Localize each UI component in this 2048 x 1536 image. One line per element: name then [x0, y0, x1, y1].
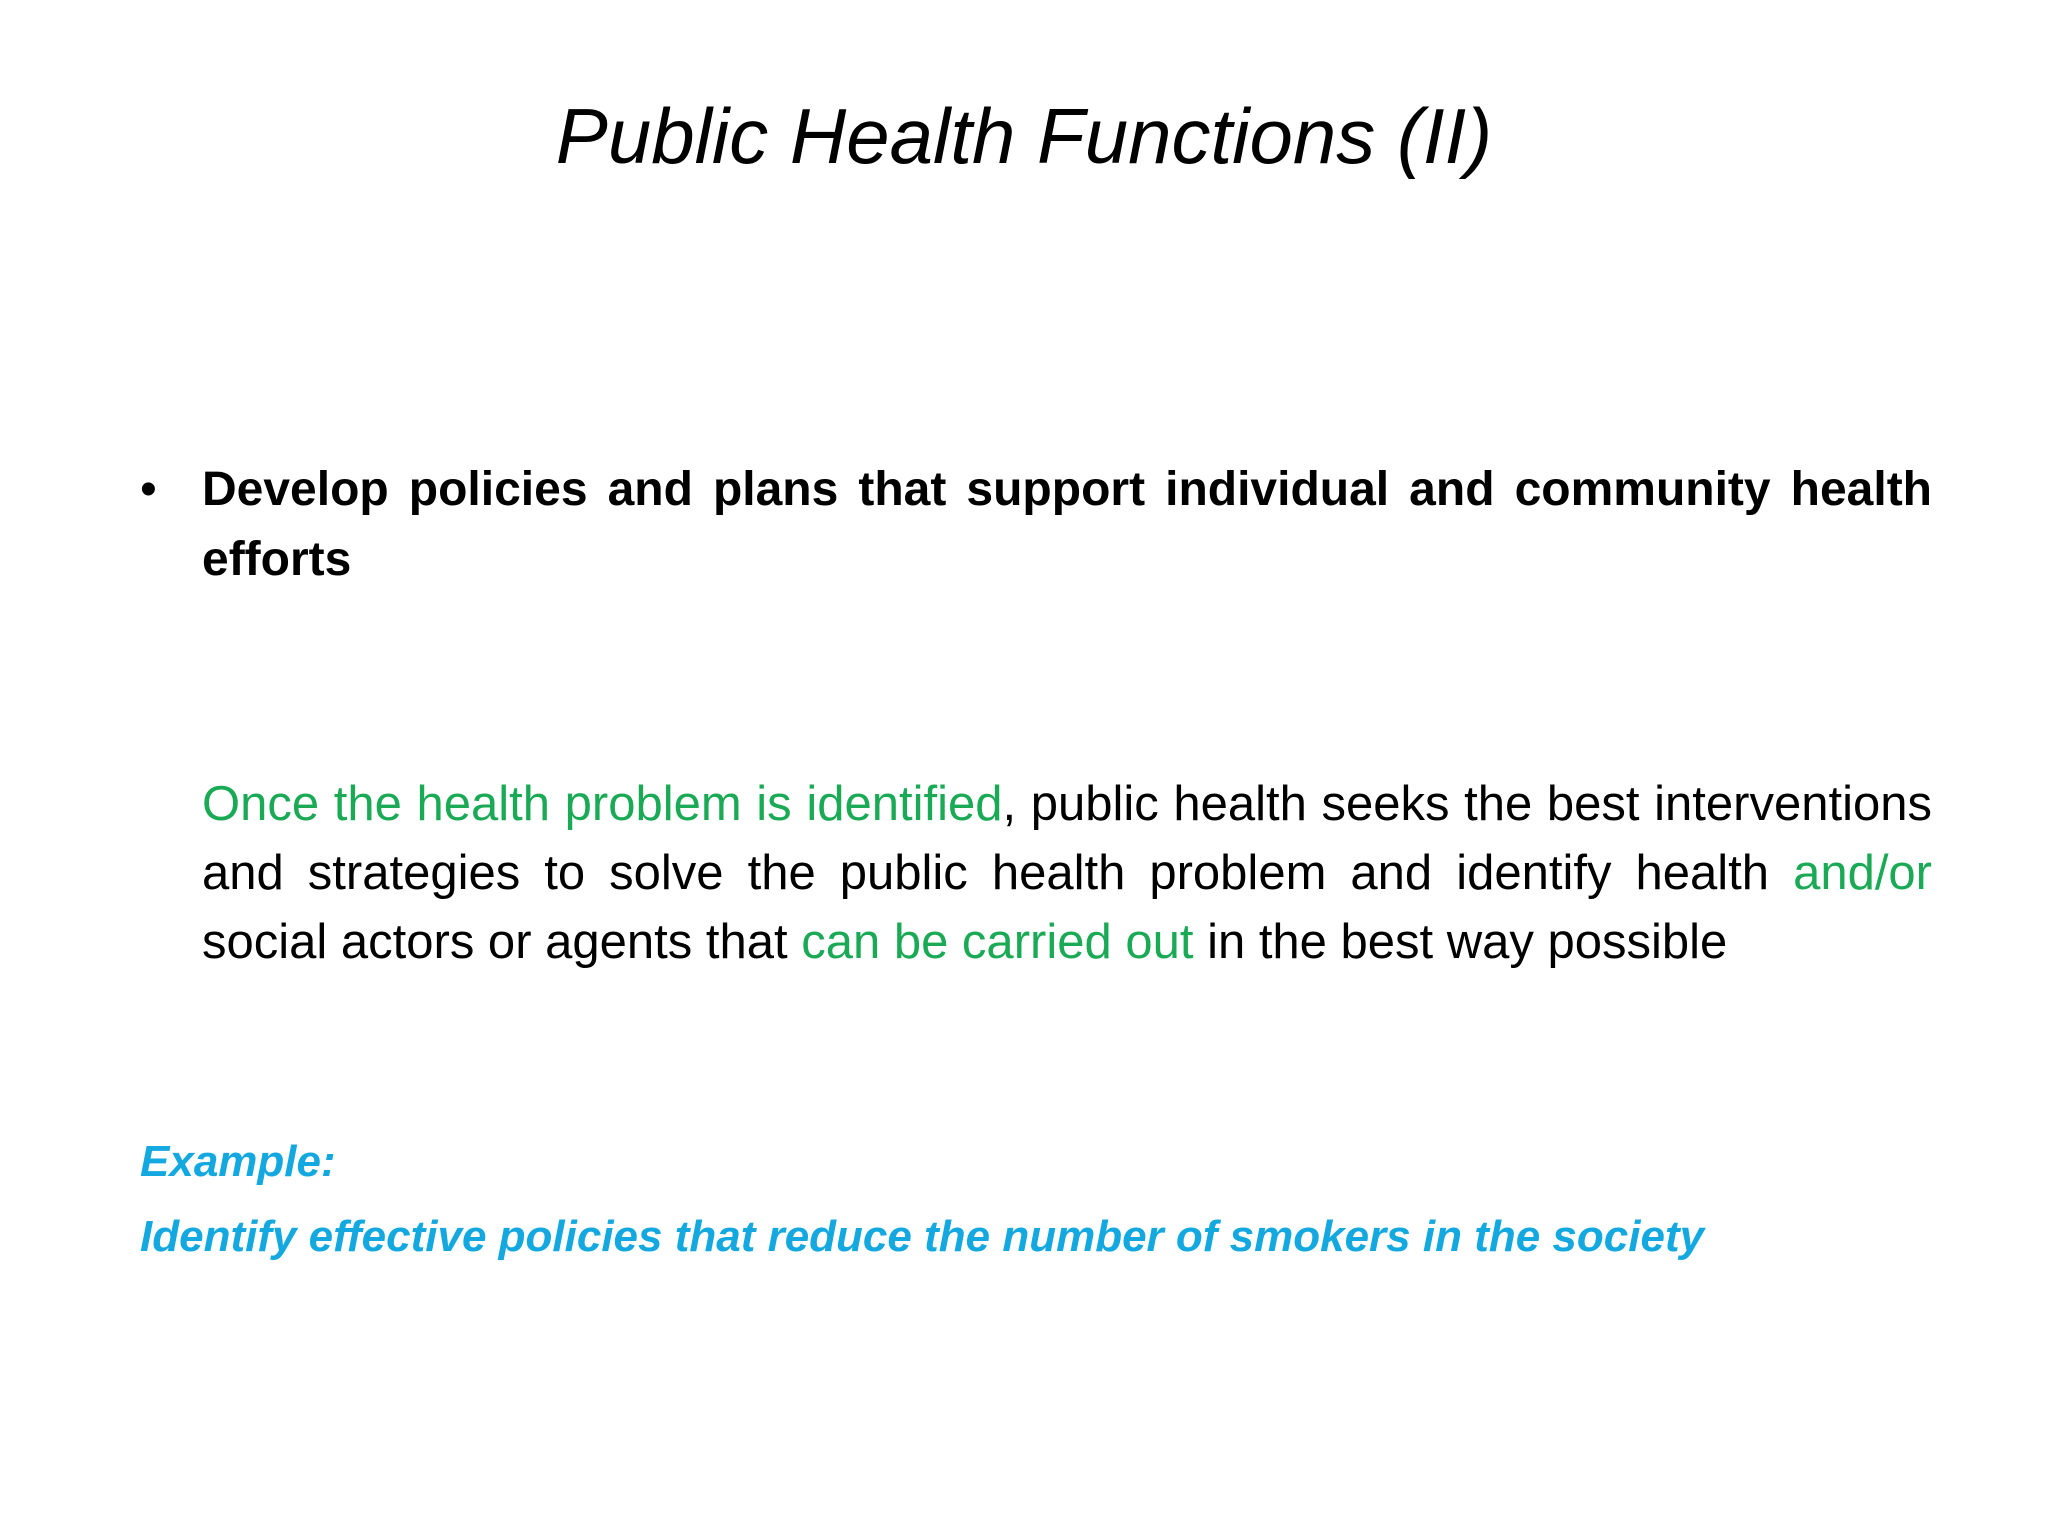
body-paragraph — [202, 770, 1932, 977]
highlight-carried-out: can be carried out — [801, 915, 1194, 969]
paragraph-text-1: , public health seeks the best interventions and strategies to solve the public health problem and identify health — [202, 777, 1932, 900]
example-label: Example: — [140, 1137, 336, 1186]
bullet-marker: • — [140, 463, 157, 516]
highlight-and-or: and/or — [1793, 846, 1932, 900]
slide-title: Public Health Functions (II) — [555, 92, 1493, 180]
example-text: Identify effective policies that reduce the number of smokers in the society — [140, 1212, 1705, 1261]
paragraph-text-3: in the best way possible — [1193, 915, 1728, 969]
bullet-text: Develop policies and plans that support individual and community health efforts — [202, 463, 1932, 586]
paragraph-text-2: social actors or agents that — [202, 915, 802, 969]
highlight-identified: Once the health problem is identified — [202, 777, 1003, 831]
